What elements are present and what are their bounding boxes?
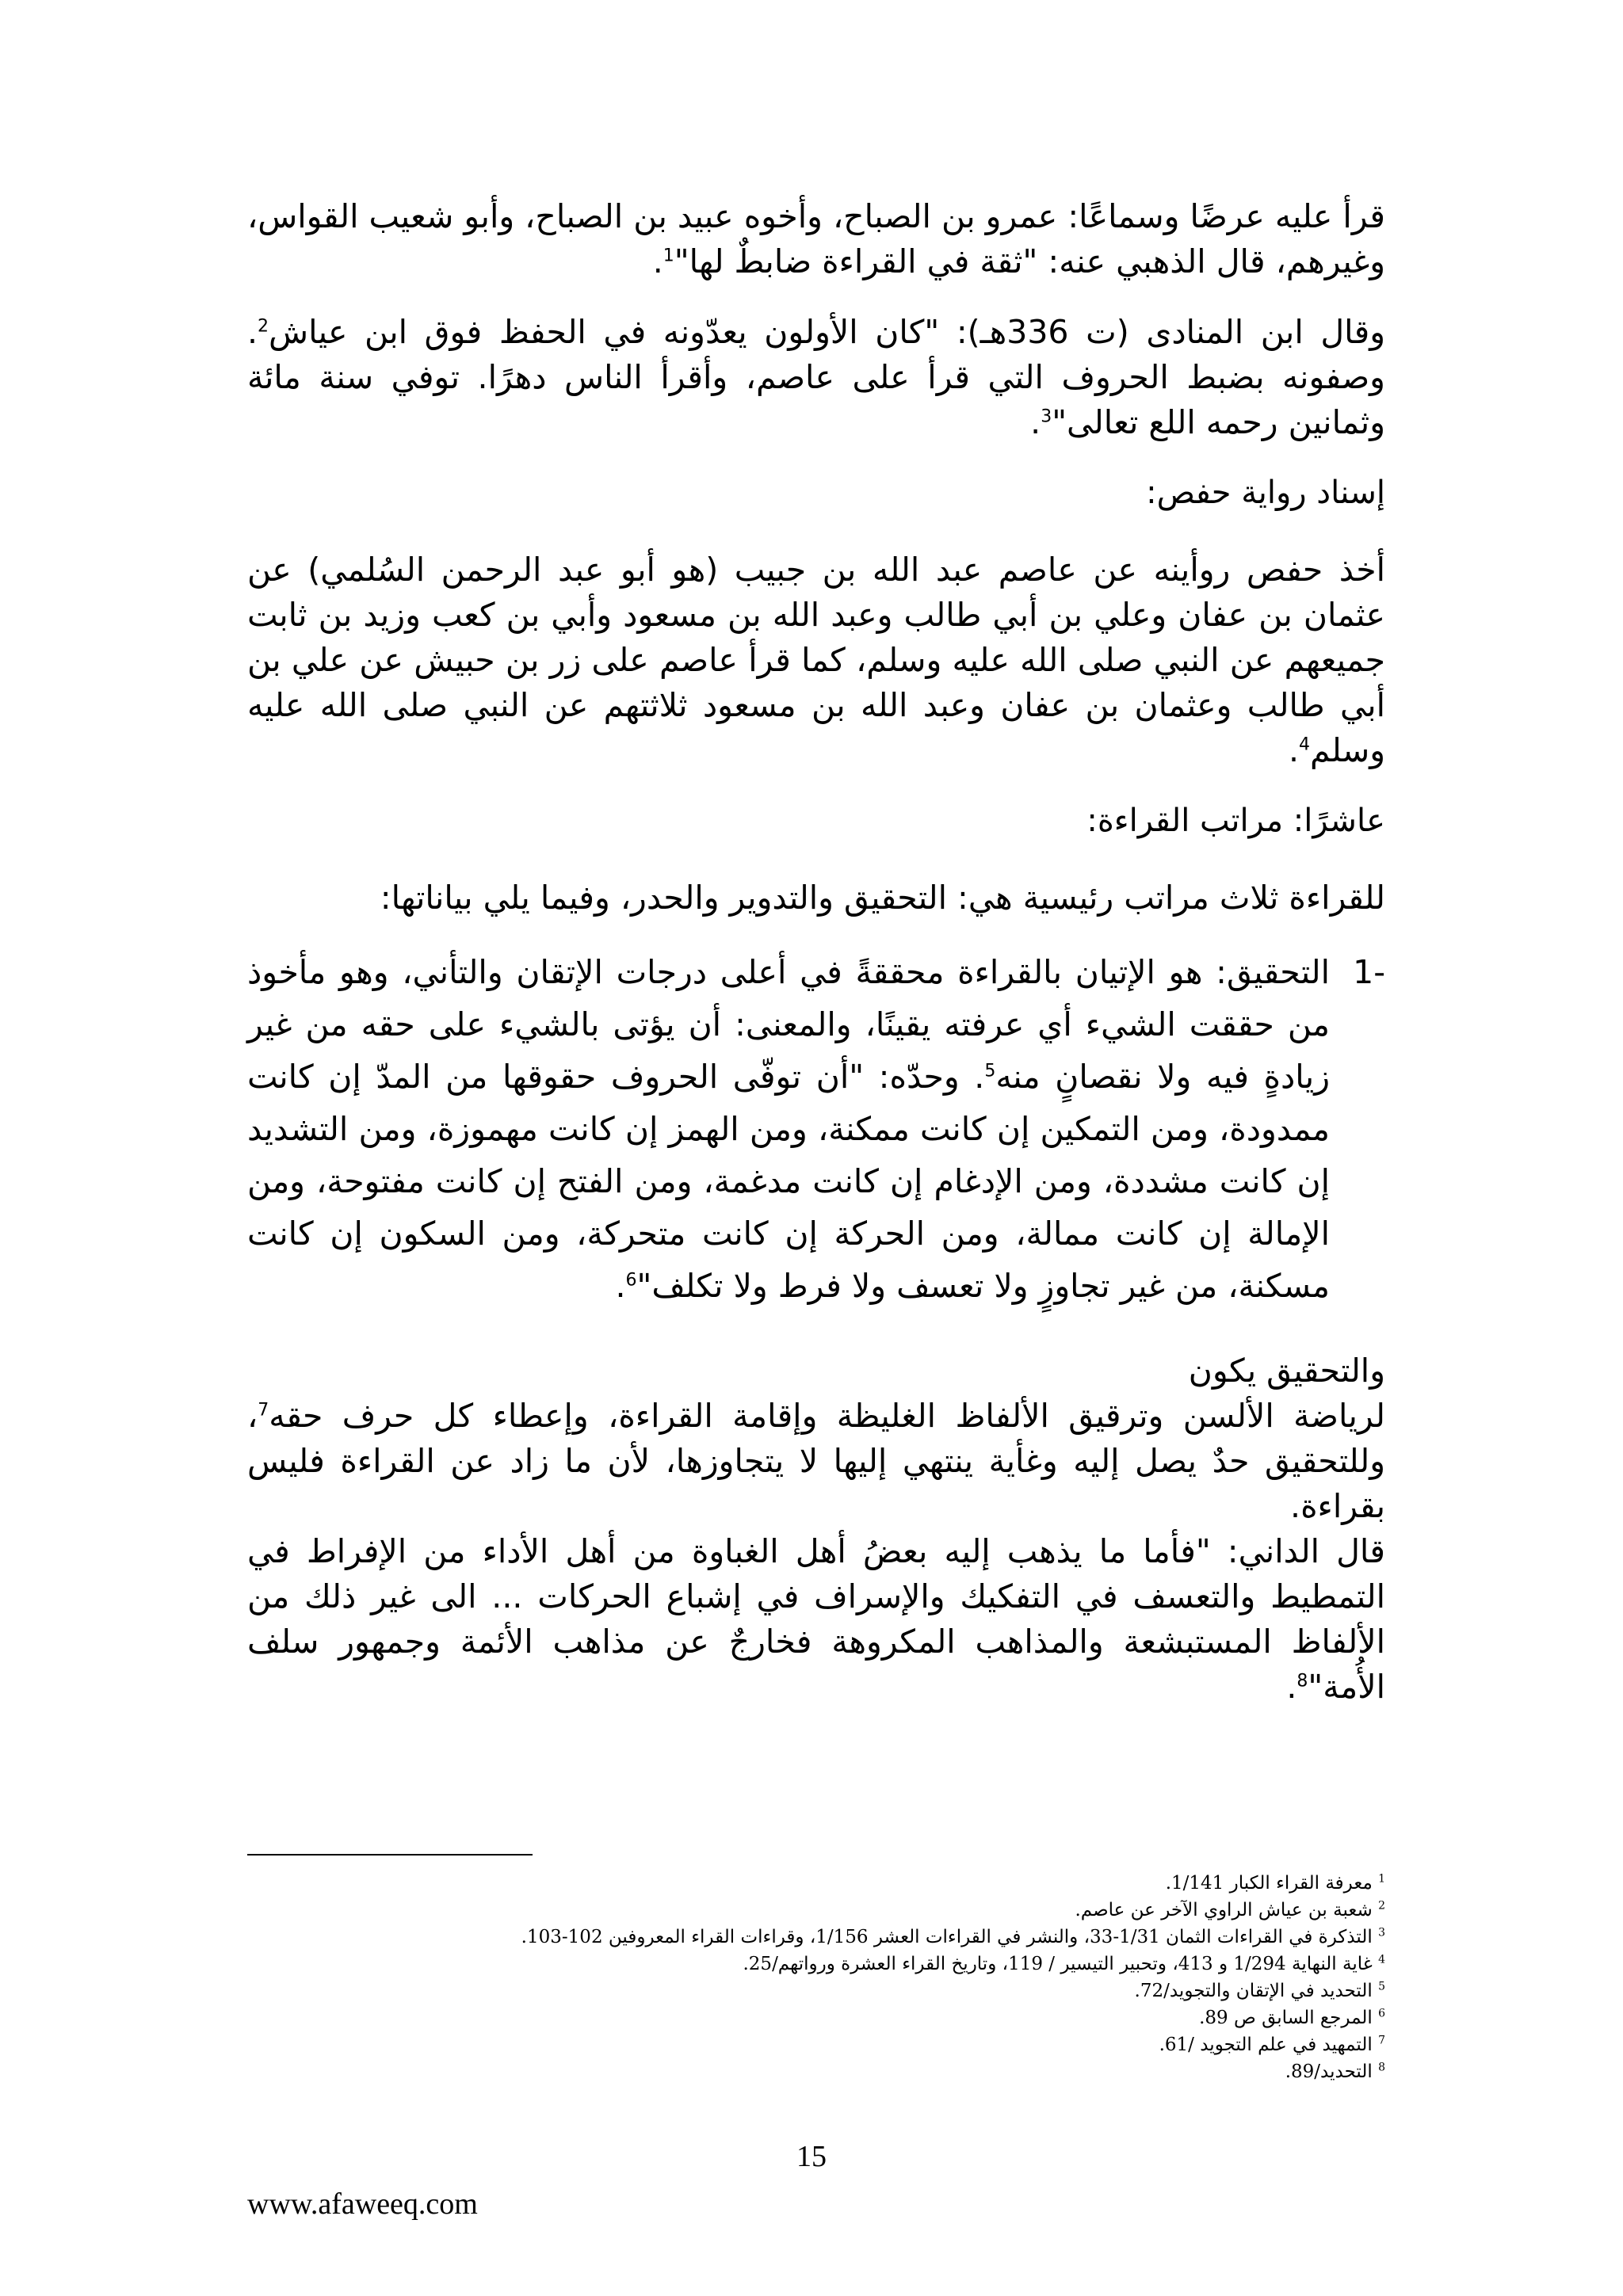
website-url[interactable]: www.afaweeq.com [247,2187,478,2221]
paragraph-4: للقراءة ثلاث مراتب رئيسية هي: التحقيق والتدوير والحدر، وفيما يلي بياناتها: [380,879,1385,917]
footnote-3: $^3$ التذكرة في القراءات الثمان 1/31-33، والنشر في القراءات العشر 1/156، وقراءات القراء المعروفين 102-103. [521,1926,1385,1947]
footnotes [247,1870,1385,2085]
footnote-1: $^1$ معرفة القراء الكبار 1/141. [1165,1872,1385,1894]
section-heading-hafs: إسناد رواية حفص: [1146,475,1385,511]
footnote-ref-8[interactable]: 8 [1296,1671,1308,1691]
list-item-text: التحقيق: هو الإتيان بالقراءة محققةً في أعلى درجات الإتقان والتأني، وهو مأخوذ من حققت الشيء أي عرفته يقينًا، والمعنى: أن يؤتى بالشيء على حقه من غير زيادةٍ فيه ولا نقصانٍ منه$^5$. وحدّه: "أن توفّى الحروف حقوقها من المدّ إن كانت ممدودة، ومن التمكين إن كانت ممكنة، ومن الهمز إن كانت مهموزة، ومن التشديد إن كانت مشددة، ومن الإدغام إن كانت مدغمة، ومن الفتح إن كانت مفتوحة، ومن الإمالة إن كانت ممالة، ومن الحركة إن كانت متحركة، ومن السكون إن كانت مسكنة، من غير تجاوزٍ ولا تعسف ولا فرط ولا تكلف"$^6$. [247,953,1330,1305]
footnote-ref-2[interactable]: 2 [258,316,269,337]
footnote-ref-7[interactable]: 7 [258,1400,269,1421]
main-text [247,194,1385,1710]
paragraph-5: لرياضة الألسن وترقيق الألفاظ الغليظة وإقامة القراءة، وإعطاء كل حرف حقه$^7$، وللتحقيق حدٌ يصل إليه وغأية ينتهي إليها لا يتجاوزها، لأن ما زاد عن القراءة فليس بقراءة. [247,1397,1385,1525]
page-number: 15 [796,2140,827,2173]
footnote-7: $^7$ التمهيد في علم التجويد /61. [1159,2034,1385,2055]
paragraph-3: أخذ حفص روأينه عن عاصم عبد الله بن جبيب (هو أبو عبد الرحمن السُلمي) عن عثمان بن عفان وعلي بن أبي طالب وعبد الله بن مسعود وأبي بن كعب وزيد بن ثابت جميعهم عن النبي صلى الله عليه وسلم، كما قرأ عاصم على زر بن حبيش عن علي بن أبي طالب وعثمان بن عفان وعبد الله بن مسعود ثلاثتهم عن النبي صلى الله عليه وسلم$^4$. [247,551,1385,769]
footnote-6: $^6$ المرجع السابق ص 89. [1199,2007,1385,2028]
footnote-5: $^5$ التحديد في الإتقان والتجويد/72. [1134,1980,1385,2001]
footnote-8: $^8$ التحديد/89. [1285,2061,1385,2082]
footnote-separator [247,1854,533,1855]
footnote-ref-1[interactable]: 1 [663,246,674,266]
paragraph-2: وقال ابن المنادى (ت 336هـ): "كان الأولون يعدّونه في الحفظ فوق ابن عياش$^2$. وصفونه بضبط الحروف التي قرأ على عاصم، وأقرأ الناس دهرًا. توفي سنة مائة وثمانين رحمه اللع تعالى"$^3$. [247,313,1386,441]
list-number: -1 [1353,953,1385,991]
footnote-ref-5[interactable]: 5 [984,1061,996,1081]
footnote-ref-4[interactable]: 4 [1298,734,1310,755]
footnote-4: $^4$ غاية النهاية 1/294 و 413، وتحبير التيسير / 119، وتاريخ القراء العشرة ورواتهم/25. [743,1953,1385,1974]
section-heading-levels: عاشرًا: مراتب القراءة: [1086,803,1385,839]
list-item-tahqiq [247,946,1385,1312]
footnote-ref-3[interactable]: 3 [1041,406,1052,427]
paragraph-5-heading: والتحقيق يكون [1188,1352,1385,1390]
footnote-ref-6[interactable]: 6 [625,1270,637,1291]
paragraph-6: قال الداني: "فأما ما يذهب إليه بعضُ أهل الغباوة من أهل الأداء من الإفراط في التمطيط والتعسف في التفكيك والإسراف في إشباع الحركات ... الى غير ذلك من الألفاظ المستبشعة والمذاهب المكروهة فخارجٌ عن مذاهب الأئمة وجمهور سلف الأُمة"$^8$. [247,1532,1385,1706]
footnote-2: $^2$ شعبة بن عياش الراوي الآخر عن عاصم. [1075,1899,1385,1920]
paragraph-1: قرأ عليه عرضًا وسماعًا: عمرو بن الصباح، وأخوه عبيد بن الصباح، وأبو شعيب القواس، وغيرهم، قال الذهبي عنه: "ثقة في القراءة ضابطٌ لها"$^1$. [247,197,1385,280]
